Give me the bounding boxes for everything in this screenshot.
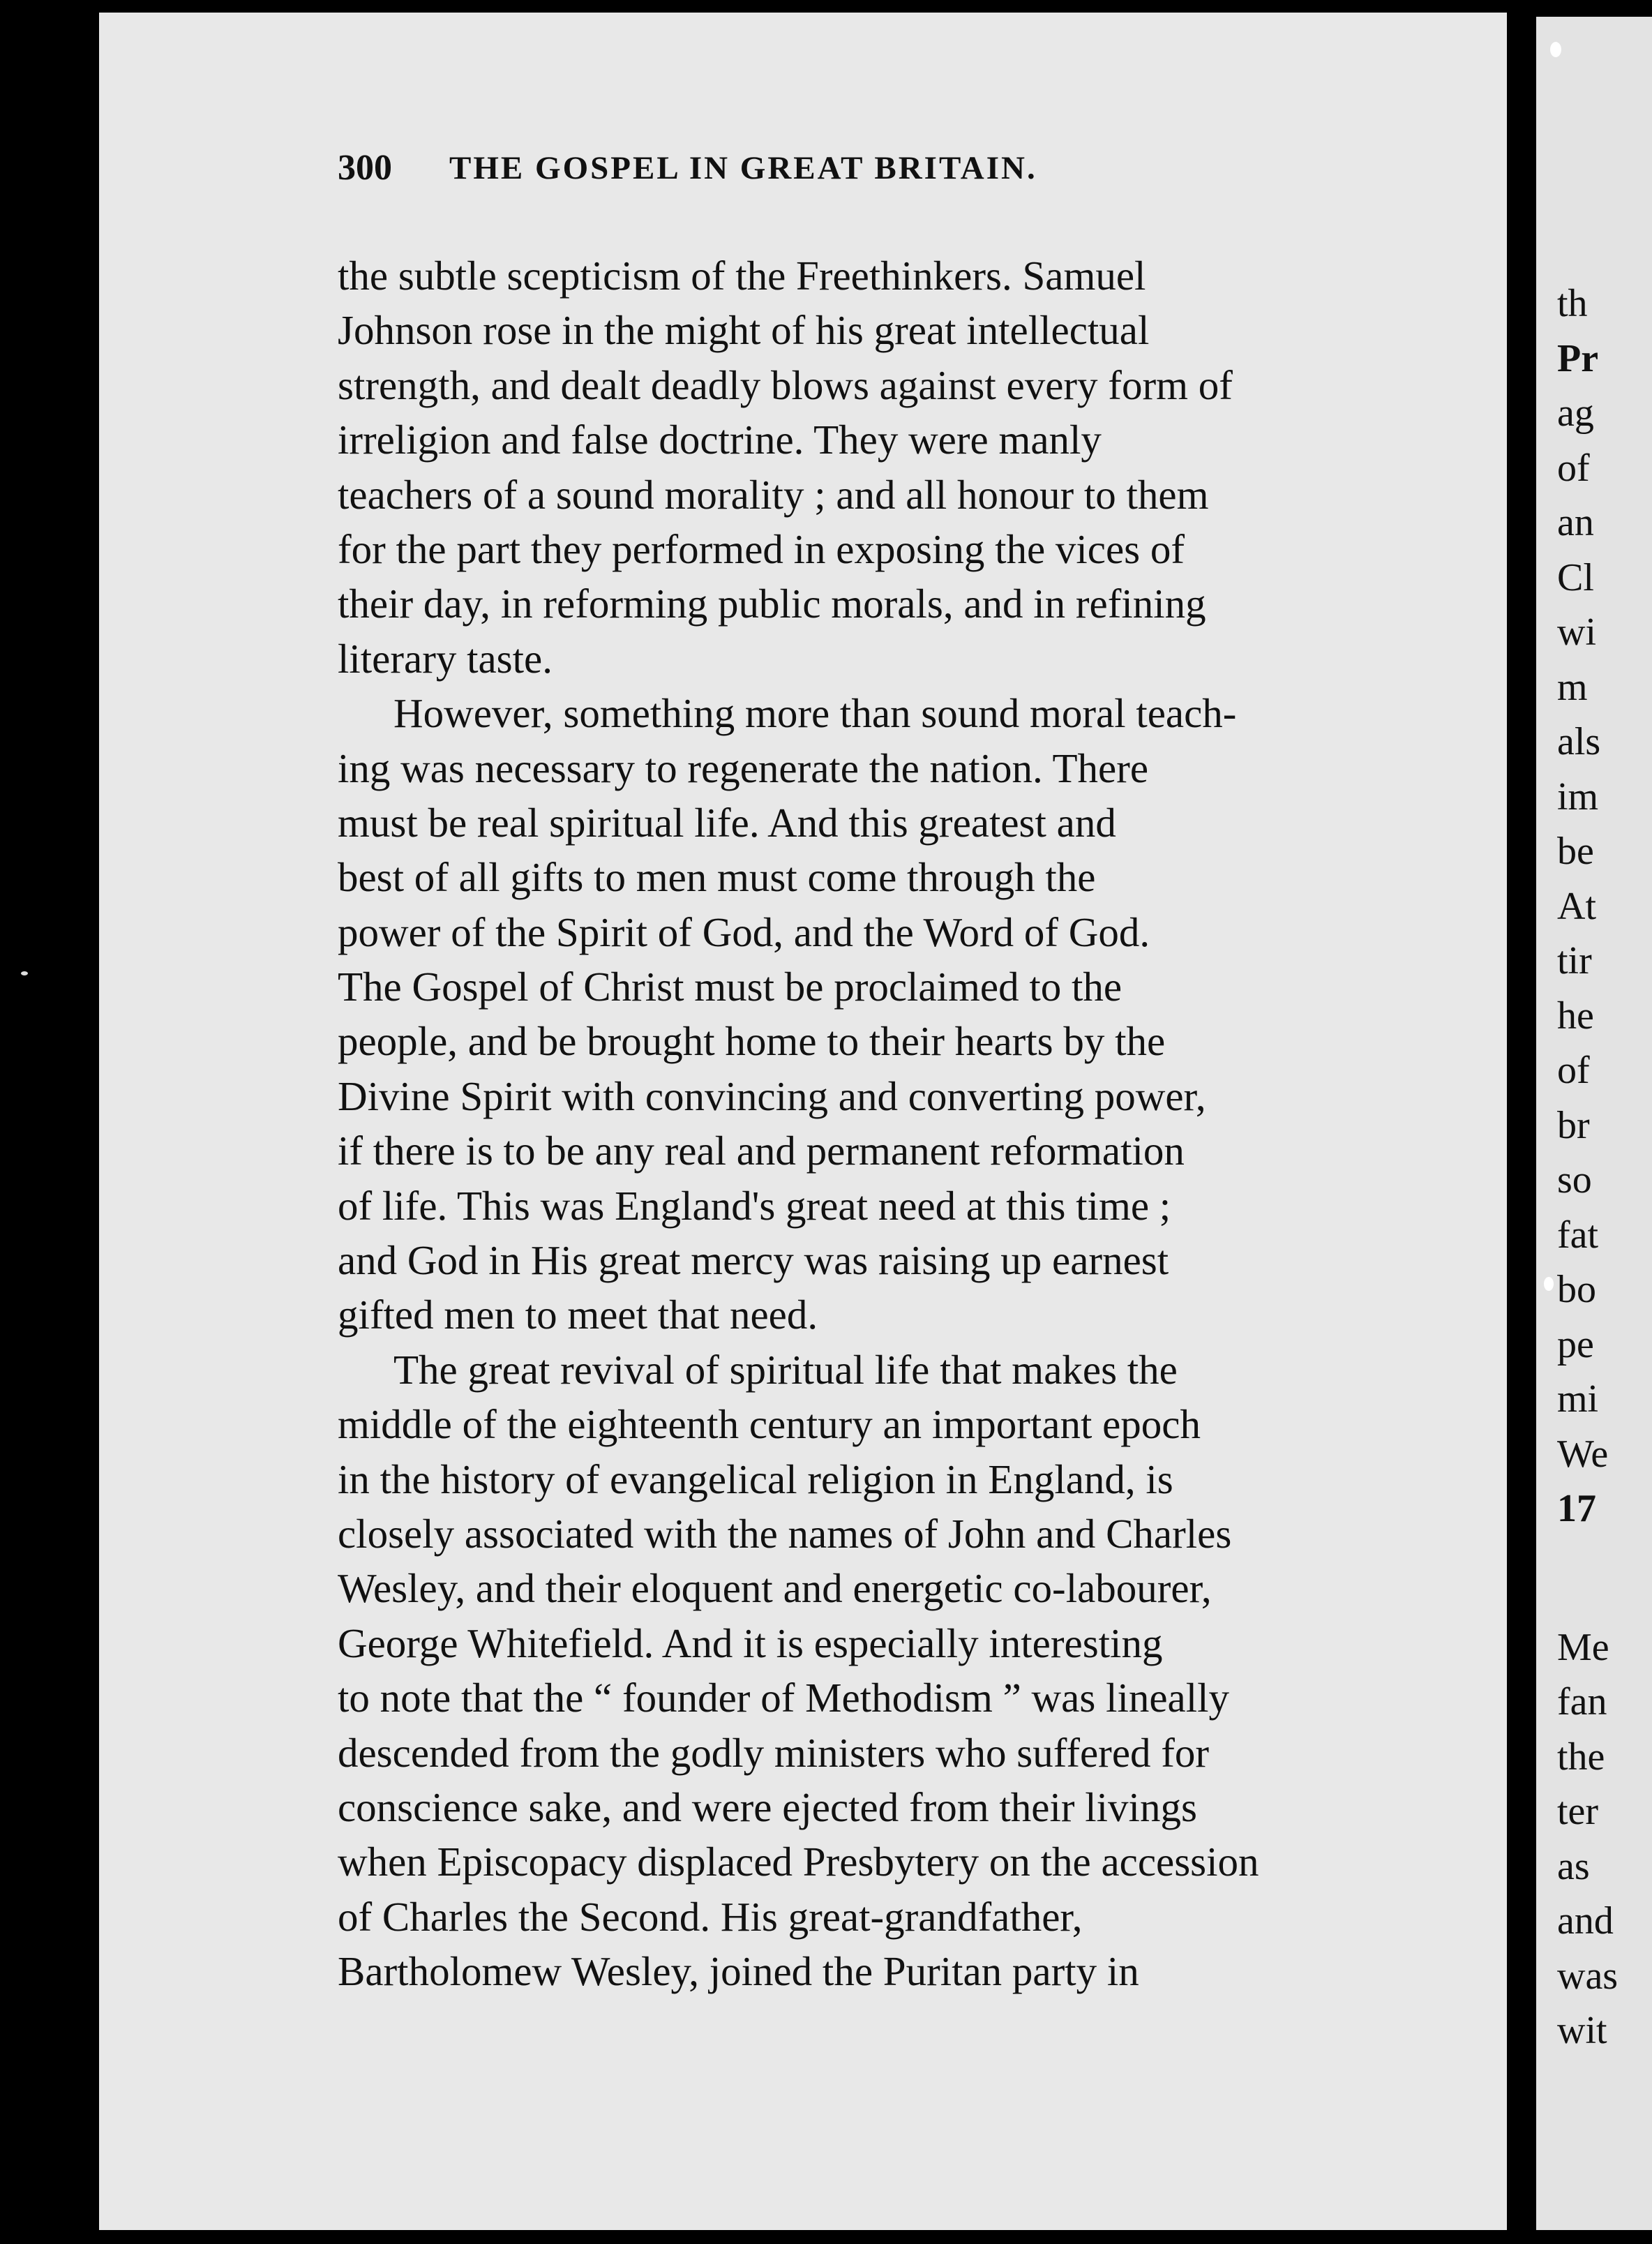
text-line: middle of the eighteenth century an important epoch [338, 1401, 1201, 1448]
book-page [99, 13, 1507, 2230]
fragment: fan [1557, 1680, 1607, 1723]
fragment: Me [1557, 1625, 1609, 1669]
fragment: We [1557, 1432, 1609, 1476]
text-line: of life. This was England's great need at this time ; [338, 1182, 1171, 1229]
text-line: teachers of a sound morality ; and all honour to them [338, 471, 1209, 518]
scan-speck [1550, 42, 1561, 57]
running-head: THE GOSPEL IN GREAT BRITAIN. [449, 150, 1037, 186]
fragment: of [1557, 446, 1590, 490]
fragment: he [1557, 994, 1594, 1038]
fragment: br [1557, 1103, 1590, 1147]
text-line: closely associated with the names of John and Charles [338, 1510, 1232, 1557]
page-header [338, 137, 1309, 200]
fragment: of [1557, 1049, 1590, 1092]
scan-speck [21, 971, 28, 975]
text-line: The Gospel of Christ must be proclaimed to the [338, 964, 1122, 1010]
fragment: fat [1557, 1213, 1599, 1257]
body-text [338, 248, 1524, 1999]
fragment: the [1557, 1735, 1605, 1779]
fragment: be [1557, 830, 1594, 873]
text-line: descended from the godly ministers who suffered for [338, 1729, 1210, 1776]
page-number: 300 [338, 148, 392, 188]
fragment: ter [1557, 1790, 1599, 1833]
text-line: to note that the “ founder of Methodism ” was lineally [338, 1675, 1230, 1721]
scan-speck [1544, 1277, 1554, 1291]
text-line: ing was necessary to regenerate the nation. There [338, 745, 1149, 791]
text-line: their day, in reforming public morals, and in refining [338, 581, 1206, 627]
text-line: However, something more than sound moral teach- [393, 690, 1237, 737]
section-gap [1557, 1536, 1618, 1620]
text-line: conscience sake, and were ejected from their livings [338, 1783, 1197, 1830]
fragment: was [1557, 1954, 1619, 1998]
fragment: als [1557, 720, 1601, 763]
text-line: the subtle scepticism of the Freethinkers. Samuel [338, 253, 1146, 299]
fragment: tir [1557, 939, 1592, 982]
text-line: gifted men to meet that need. [338, 1292, 818, 1338]
fragment: an [1557, 501, 1594, 544]
fragment: im [1557, 775, 1599, 818]
text-line: if there is to be any real and permanent reformation [338, 1128, 1185, 1174]
text-line: Johnson rose in the might of his great intellectual [338, 307, 1150, 354]
fragment: 17 [1557, 1487, 1596, 1530]
text-line: and God in His great mercy was raising up earnest [338, 1237, 1169, 1284]
fragment: so [1557, 1158, 1592, 1202]
fragment: ag [1557, 391, 1594, 435]
fragment: bo [1557, 1268, 1596, 1311]
fragment: as [1557, 1844, 1590, 1888]
text-line: when Episcopacy displaced Presbytery on the accession [338, 1839, 1259, 1885]
text-line: of Charles the Second. His great-grandfather, [338, 1893, 1083, 1940]
fragment: Cl [1557, 555, 1594, 599]
fragment: Pr [1557, 336, 1599, 380]
text-line: for the part they performed in exposing the vices of [338, 525, 1185, 572]
text-line: literary taste. [338, 635, 553, 682]
fragment: th [1557, 282, 1588, 325]
fragment: mi [1557, 1377, 1599, 1421]
text-line: George Whitefield. And it is especially interesting [338, 1620, 1163, 1666]
fragment: wi [1557, 611, 1596, 654]
text-line: power of the Spirit of God, and the Word of God. [338, 908, 1150, 955]
adjacent-page-text [1557, 276, 1618, 2058]
text-line: people, and be brought home to their hearts by the [338, 1018, 1166, 1065]
fragment: and [1557, 1899, 1614, 1943]
fragment: wit [1557, 2009, 1607, 2052]
text-line: Divine Spirit with convincing and converting power, [338, 1072, 1206, 1119]
fragment: pe [1557, 1322, 1594, 1366]
text-line: irreligion and false doctrine. They were manly [338, 417, 1102, 463]
text-line: Bartholomew Wesley, joined the Puritan party in [338, 1948, 1139, 1995]
text-line: in the history of evangelical religion in England, is [338, 1456, 1173, 1502]
text-line: must be real spiritual life. And this greatest and [338, 799, 1116, 846]
text-line: The great revival of spiritual life that makes the [393, 1346, 1178, 1393]
adjacent-page [1536, 17, 1652, 2230]
text-line: strength, and dealt deadly blows against every form of [338, 361, 1233, 408]
text-line: Wesley, and their eloquent and energetic co-labourer, [338, 1565, 1212, 1612]
fragment: m [1557, 665, 1588, 709]
fragment: At [1557, 884, 1596, 928]
text-line: best of all gifts to men must come through the [338, 854, 1096, 901]
